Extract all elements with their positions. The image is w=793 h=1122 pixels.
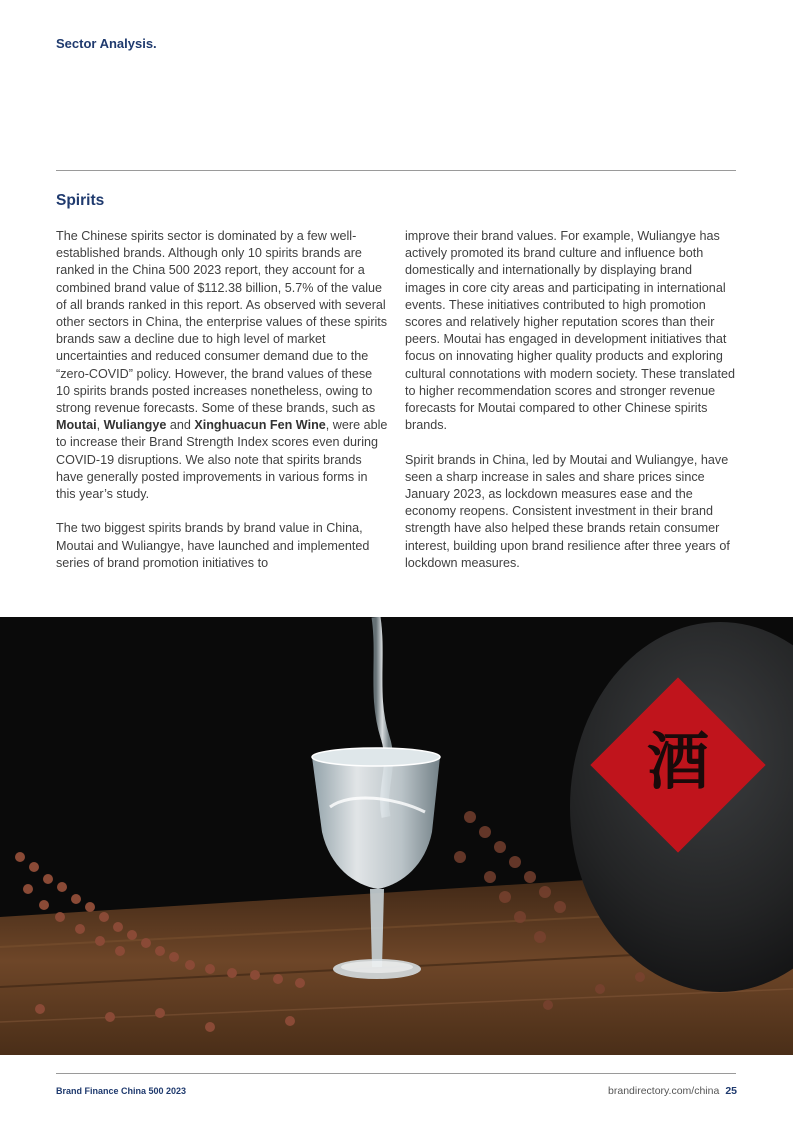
left-paragraph-2: The two biggest spirits brands by brand value in China, Moutai and Wuliangye, have launched and implemented series of brand promotion initiatives to — [56, 521, 370, 570]
section-heading: Spirits — [56, 192, 105, 209]
footer-divider — [56, 1073, 736, 1074]
right-paragraph-2: Spirit brands in China, led by Moutai and Wuliangye, have seen a sharp increase in sales and share prices since January 2023, as lockdown measures ease and the economy reopens. Consistent investment in their brand strength have also helped these brands retain consumer interest, building upon brand resilience after three years of lockdown measures. — [405, 452, 730, 570]
footer-publication: Brand Finance China 500 2023 — [56, 1086, 187, 1096]
footer-url[interactable]: brandirectory.com/china — [608, 1085, 720, 1097]
section-label: Sector Analysis. — [56, 36, 157, 51]
left-paragraph-1 — [56, 228, 388, 503]
page-number: 25 — [725, 1085, 737, 1097]
left-p1-sep-1: , — [96, 418, 104, 433]
brand-wuliangye: Wuliangye — [103, 418, 167, 433]
left-p1-text-b: , were able to increase their Brand Strength Index scores even during COVID-19 disruptions. We also note that spirits brands have generally posted improvements in various forms in this year’s study. — [56, 418, 388, 502]
right-column — [405, 228, 735, 589]
left-column — [56, 228, 388, 589]
jar-character: 酒 — [646, 725, 710, 798]
footer-right — [608, 1085, 737, 1097]
right-paragraph-1: improve their brand values. For example, Wuliangye has actively promoted its brand culture and influence both domestically and internationally by displaying brand images in core city areas and participating in international events. These initiatives contributed to high promotion scores and relatively higher reputation scores than their peers. Moutai has engaged in development initiatives that focus on innovating higher quality products and exploring cultural connotations with modern society. These translated to higher recommendation scores and stronger revenue forecasts for Moutai compared to other Chinese spirits brands. — [405, 229, 735, 433]
top-divider — [56, 170, 736, 171]
brand-moutai: Moutai — [56, 418, 97, 433]
left-p1-sep-2: and — [166, 418, 195, 433]
left-p1-text-a: The Chinese spirits sector is dominated by a few well-established brands. Although only 10 spirits brands are ranked in the China 500 2023 report, they account for a combined brand value of $112.38 billion, 5.7% of the value of all brands ranked in this report. As observed with several other sectors in China, the enterprise values of these spirits brands saw a decline due to high level of market uncertainties and reduced consumer demand due to the “zero-COVID” policy. However, the brand values of these 10 spirits brands posted increases nonetheless, owing to strong revenue forecasts. Some of these brands, such as — [56, 229, 388, 416]
brand-xinghuacun: Xinghuacun Fen Wine — [194, 418, 326, 433]
spirits-photo — [0, 617, 793, 1055]
